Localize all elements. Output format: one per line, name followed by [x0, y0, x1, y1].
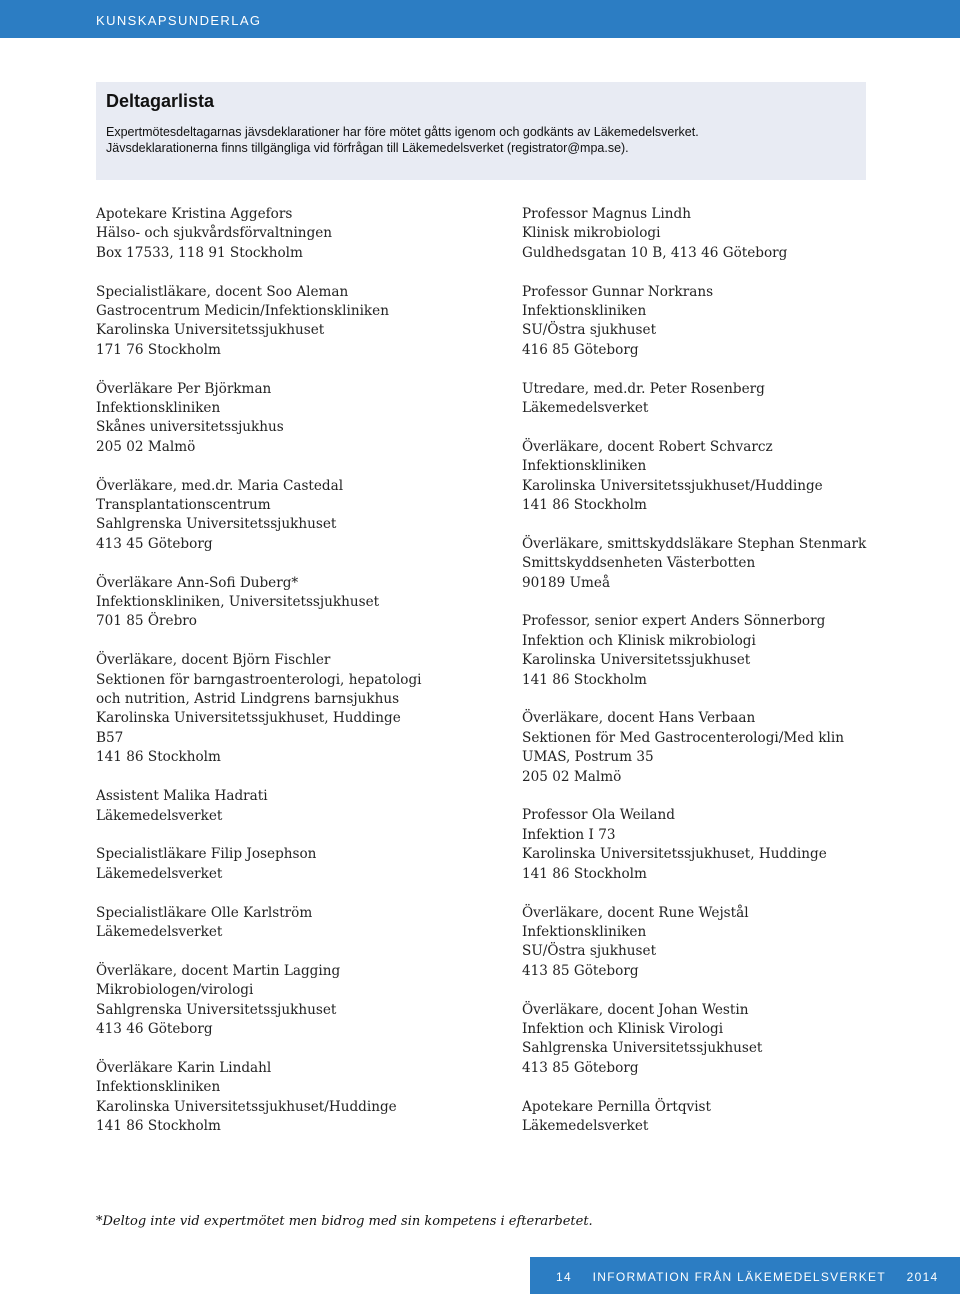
participant-entry [522, 535, 942, 593]
participant-entry [96, 477, 496, 555]
participant-affiliation-line: 416 85 Göteborg [522, 341, 639, 358]
participant-name: Professor, senior expert Anders Sönnerborg [522, 613, 826, 630]
participant-entry [96, 845, 496, 884]
participant-affiliation-line: Läkemedelsverket [96, 807, 223, 824]
participant-entry [96, 1059, 496, 1137]
participant-entry [96, 651, 496, 767]
participant-affiliation-line: Sektionen för Med Gastrocenterologi/Med klin [522, 729, 845, 746]
participant-affiliation-line: Gastrocentrum Medicin/Infektionskliniken [96, 303, 389, 320]
participant-name: Överläkare, docent Martin Lagging [96, 962, 341, 979]
participant-affiliation-line: Läkemedelsverket [96, 923, 223, 940]
participant-affiliation-line: Hälso- och sjukvårdsförvaltningen [96, 225, 333, 242]
participant-affiliation-line: 141 86 Stockholm [522, 865, 647, 882]
participant-entry [522, 806, 942, 884]
participant-entry [522, 438, 942, 516]
participants-left-column [96, 205, 496, 1156]
participant-affiliation-line: Smittskyddsenheten Västerbotten [522, 555, 756, 572]
participant-name: Överläkare Per Björkman [96, 380, 272, 397]
participant-entry [522, 1001, 942, 1079]
participant-entry [96, 962, 496, 1040]
participant-affiliation-line: SU/Östra sjukhuset [522, 322, 657, 339]
participant-name: Överläkare, docent Robert Schvarcz [522, 438, 773, 455]
participant-affiliation-line: Sahlgrenska Universitetssjukhuset [522, 1040, 763, 1057]
participant-affiliation-line: SU/Östra sjukhuset [522, 943, 657, 960]
participant-entry [522, 380, 942, 419]
participant-affiliation-line: Sektionen för barngastroenterologi, hepatologi [96, 671, 422, 688]
participant-entry [522, 283, 942, 361]
participant-affiliation-line: Infektion och Klinisk mikrobiologi [522, 632, 756, 649]
participant-entry [522, 1098, 942, 1137]
participant-affiliation-line: 205 02 Malmö [522, 768, 622, 785]
participant-name: Professor Ola Weiland [522, 807, 675, 824]
page-number: 14 [556, 1270, 572, 1284]
participant-entry [522, 709, 942, 787]
participant-name: Specialistläkare, docent Soo Aleman [96, 283, 349, 300]
participant-name: Överläkare Ann-Sofi Duberg* [96, 574, 299, 591]
participant-name: Överläkare, smittskyddsläkare Stephan Stenmark [522, 535, 867, 552]
participant-affiliation-line: UMAS, Postrum 35 [522, 749, 654, 766]
participant-affiliation-line: 90189 Umeå [522, 574, 611, 591]
participant-name: Assistent Malika Hadrati [96, 788, 268, 805]
participant-affiliation-line: Karolinska Universitetssjukhuset/Huddinge [96, 1098, 397, 1115]
participant-affiliation-line: B57 [96, 729, 124, 746]
participant-affiliation-line: Karolinska Universitetssjukhuset, Huddinge [96, 710, 401, 727]
footnote: *Deltog inte vid expertmötet men bidrog med sin kompetens i efterarbetet. [96, 1214, 593, 1229]
participant-entry [96, 205, 496, 263]
participant-affiliation-line: Infektionskliniken [522, 923, 647, 940]
participant-name: Professor Magnus Lindh [522, 206, 691, 222]
participant-entry [96, 787, 496, 826]
participant-name: Överläkare, med.dr. Maria Castedal [96, 477, 344, 494]
info-box-title: Deltagarlista [106, 91, 215, 111]
participant-name: Specialistläkare Filip Josephson [96, 846, 317, 863]
participant-name: Professor Gunnar Norkrans [522, 283, 714, 300]
info-box-text: Expertmötesdeltagarnas jävsdeklarationer har före mötet gåtts igenom och godkänts av Läkemedelsverket. Jävsdeklarationerna finns tillgängliga vid förfrågan till Läkemedelsverket (registrator@mpa.se). [106, 125, 699, 155]
participant-name: Överläkare, docent Rune Wejstål [522, 904, 749, 921]
participant-name: Apotekare Pernilla Örtqvist [522, 1098, 711, 1115]
participant-affiliation-line: 413 46 Göteborg [96, 1020, 213, 1037]
participant-info-box [96, 82, 866, 180]
participant-entry [96, 574, 496, 632]
participant-name: Överläkare Karin Lindahl [96, 1059, 272, 1076]
participant-entry [96, 904, 496, 943]
participant-affiliation-line: 141 86 Stockholm [522, 497, 647, 514]
participant-affiliation-line: Läkemedelsverket [522, 1117, 649, 1134]
participant-affiliation-line: Infektion I 73 [522, 826, 616, 843]
publication-year: 2014 [906, 1270, 939, 1284]
participant-affiliation-line: 413 85 Göteborg [522, 1059, 639, 1076]
participant-affiliation-line: Sahlgrenska Universitetssjukhuset [96, 516, 337, 533]
participant-affiliation-line: Guldhedsgatan 10 B, 413 46 Göteborg [522, 244, 788, 261]
participant-affiliation-line: Karolinska Universitetssjukhuset [96, 322, 325, 339]
header-bar [0, 0, 960, 38]
participant-entry [522, 904, 942, 982]
participant-name: Specialistläkare Olle Karlström [96, 904, 313, 921]
participant-affiliation-line: 205 02 Malmö [96, 438, 196, 455]
participant-affiliation-line: Karolinska Universitetssjukhuset, Huddinge [522, 846, 827, 863]
participant-affiliation-line: 141 86 Stockholm [96, 749, 221, 766]
participant-affiliation-line: Infektion och Klinisk Virologi [522, 1020, 724, 1037]
section-label: KUNSKAPSUNDERLAG [96, 13, 262, 28]
participant-entry [522, 205, 942, 263]
participant-affiliation-line: 171 76 Stockholm [96, 341, 221, 358]
footer-bar [530, 1257, 960, 1294]
participant-entry [96, 283, 496, 361]
participant-affiliation-line: Infektionskliniken, Universitetssjukhuset [96, 594, 380, 611]
participant-entry [522, 612, 942, 690]
participant-affiliation-line: 141 86 Stockholm [522, 671, 647, 688]
participant-affiliation-line: Mikrobiologen/virologi [96, 982, 254, 999]
participant-affiliation-line: Infektionskliniken [96, 400, 221, 417]
participant-affiliation-line: Infektionskliniken [522, 458, 647, 475]
participant-affiliation-line: 413 45 Göteborg [96, 535, 213, 552]
participant-name: Överläkare, docent Johan Westin [522, 1001, 749, 1018]
participants-right-column [522, 205, 942, 1156]
participant-name: Utredare, med.dr. Peter Rosenberg [522, 380, 765, 397]
participant-name: Överläkare, docent Hans Verbaan [522, 710, 756, 727]
participant-affiliation-line: Klinisk mikrobiologi [522, 225, 661, 242]
participant-affiliation-line: Karolinska Universitetssjukhuset/Huddinge [522, 477, 823, 494]
participant-name: Överläkare, docent Björn Fischler [96, 652, 331, 669]
participant-affiliation-line: 141 86 Stockholm [96, 1117, 221, 1134]
participant-affiliation-line: Transplantationscentrum [96, 497, 271, 514]
participant-affiliation-line: Läkemedelsverket [522, 400, 649, 417]
participant-affiliation-line: Sahlgrenska Universitetssjukhuset [96, 1001, 337, 1018]
footer-text [556, 1270, 939, 1284]
participant-affiliation-line: Infektionskliniken [96, 1079, 221, 1096]
participant-name: Apotekare Kristina Aggefors [96, 206, 293, 222]
participant-entry [96, 380, 496, 458]
participant-affiliation-line: Infektionskliniken [522, 303, 647, 320]
participant-affiliation-line: Skånes universitetssjukhus [96, 419, 284, 436]
participant-affiliation-line: Box 17533, 118 91 Stockholm [96, 244, 303, 261]
publication-name: INFORMATION FRÅN LÄKEMEDELSVERKET [592, 1270, 886, 1284]
participant-affiliation-line: 701 85 Örebro [96, 613, 197, 630]
participant-affiliation-line: Karolinska Universitetssjukhuset [522, 652, 751, 669]
participant-affiliation-line: och nutrition, Astrid Lindgrens barnsjukhus [96, 691, 400, 708]
participant-affiliation-line: Läkemedelsverket [96, 865, 223, 882]
participant-affiliation-line: 413 85 Göteborg [522, 962, 639, 979]
